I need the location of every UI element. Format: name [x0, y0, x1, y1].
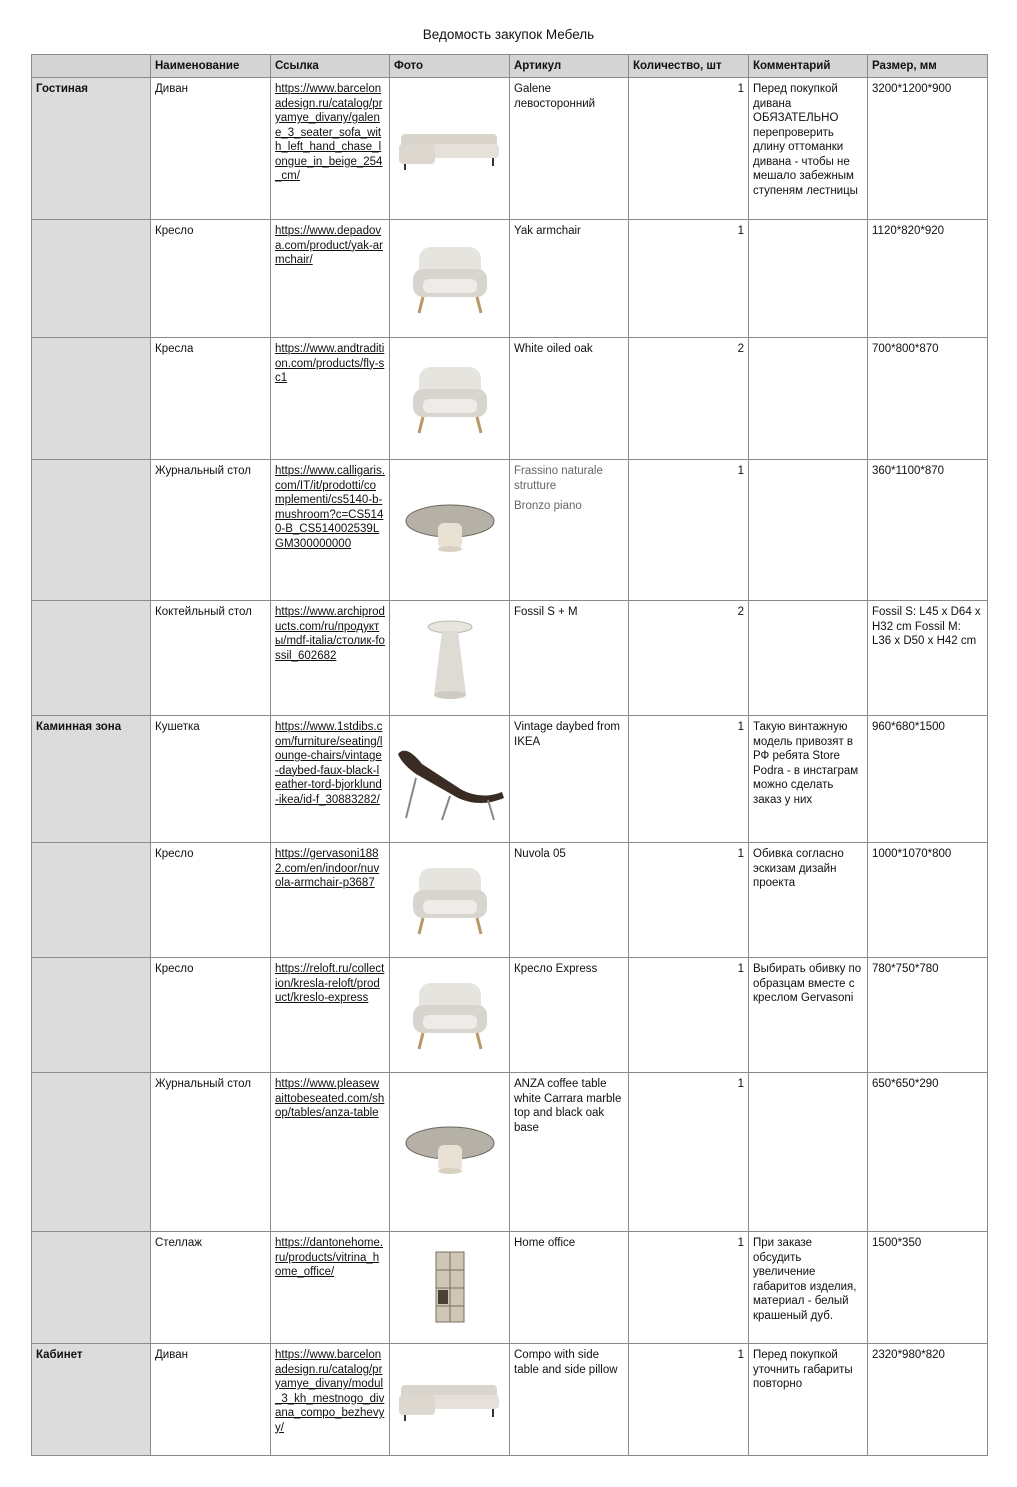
article-text: Galene левосторонний: [514, 83, 596, 110]
photo-cell: [390, 220, 510, 338]
comment-cell: Выбирать обивку по образцам вместе с креслом Gervasoni: [749, 958, 868, 1073]
section-cell: Каминная зона: [32, 716, 151, 843]
link-cell: [271, 1344, 390, 1456]
article-cell: [510, 220, 629, 338]
link-cell: [271, 78, 390, 220]
table-row: [32, 716, 988, 843]
name-cell: Диван: [151, 78, 271, 220]
qty-cell: 1: [629, 1344, 749, 1456]
qty-cell: 1: [629, 1073, 749, 1232]
photo-cell: [390, 1344, 510, 1456]
qty-cell: 1: [629, 843, 749, 958]
link-cell: [271, 460, 390, 601]
article-cell: [510, 1232, 629, 1344]
article-text: Home office: [514, 1237, 576, 1249]
article-cell: [510, 1073, 629, 1232]
daybed-photo: [390, 734, 509, 824]
article-text: Compo with side table and side pillow: [514, 1349, 618, 1376]
size-cell: 960*680*1500: [868, 716, 988, 843]
table-row: [32, 601, 988, 716]
qty-cell: 1: [629, 220, 749, 338]
product-link[interactable]: https://www.pleasewaittobeseated.com/shop/tables/anza-table: [275, 1078, 385, 1119]
article-text: ANZA coffee table white Carrara marble top and black oak base: [514, 1078, 622, 1134]
comment-cell: Такую винтажную модель привозят в РФ ребята Store Podra - в инстаграм можно сделать заказ у них: [749, 716, 868, 843]
article-text: White oiled oak: [514, 343, 593, 355]
photo-cell: [390, 460, 510, 601]
link-cell: [271, 958, 390, 1073]
link-cell: [271, 220, 390, 338]
link-cell: [271, 843, 390, 958]
qty-cell: 1: [629, 958, 749, 1073]
comment-cell: Перед покупкой уточнить габариты повторно: [749, 1344, 868, 1456]
product-link[interactable]: https://www.andtradition.com/products/fly-sc1: [275, 343, 385, 384]
link-cell: [271, 338, 390, 460]
sofa-photo: [390, 126, 509, 172]
link-cell: [271, 601, 390, 716]
name-cell: Кушетка: [151, 716, 271, 843]
photo-cell: [390, 958, 510, 1073]
section-cell: Кабинет: [32, 1344, 151, 1456]
photo-cell: [390, 843, 510, 958]
section-cell: [32, 1073, 151, 1232]
product-link[interactable]: https://www.calligaris.com/IT/it/prodotti/complementi/cs5140-b-mushroom?c=CS5140-B_CS514002539LGM300000000: [275, 465, 385, 550]
article-text: Кресло Express: [514, 963, 598, 975]
header-comment: Комментарий: [749, 55, 868, 78]
comment-cell: Обивка согласно эскизам дизайн проекта: [749, 843, 868, 958]
name-cell: Кресла: [151, 338, 271, 460]
section-cell: [32, 1232, 151, 1344]
qty-cell: 1: [629, 716, 749, 843]
section-cell: [32, 220, 151, 338]
header-section: [32, 55, 151, 78]
size-cell: 780*750*780: [868, 958, 988, 1073]
article-cell: [510, 601, 629, 716]
header-photo: Фото: [390, 55, 510, 78]
header-link: Ссылка: [271, 55, 390, 78]
name-cell: Диван: [151, 1344, 271, 1456]
photo-cell: [390, 1073, 510, 1232]
photo-cell: [390, 78, 510, 220]
article-cell: [510, 716, 629, 843]
qty-cell: 1: [629, 460, 749, 601]
table-row: [32, 843, 988, 958]
armchair-photo: [390, 359, 509, 439]
section-cell: [32, 338, 151, 460]
coffee-table-photo: [390, 495, 509, 565]
article-text: Nuvola 05: [514, 848, 566, 860]
section-cell: Гостиная: [32, 78, 151, 220]
article-cell: [510, 460, 629, 601]
document-title: Ведомость закупок Мебель: [422, 27, 595, 42]
comment-cell: Перед покупкой дивана ОБЯЗАТЕЛЬНО перепроверить длину оттоманки дивана - чтобы не мешало забежным ступеням лестницы: [749, 78, 868, 220]
header-article: Артикул: [510, 55, 629, 78]
qty-cell: 1: [629, 78, 749, 220]
comment-cell: [749, 220, 868, 338]
product-link[interactable]: https://www.1stdibs.com/furniture/seating/lounge-chairs/vintage-daybed-faux-black-leather-tord-bjorklund-ikea/id-f_30883282/: [275, 721, 383, 806]
armchair-photo: [390, 239, 509, 319]
table-row: [32, 220, 988, 338]
table-row: [32, 1232, 988, 1344]
armchair-photo: [390, 860, 509, 940]
photo-cell: [390, 338, 510, 460]
product-link[interactable]: https://www.depadova.com/product/yak-armchair/: [275, 225, 384, 266]
header-name: Наименование: [151, 55, 271, 78]
article-text: Yak armchair: [514, 225, 581, 237]
name-cell: Кресло: [151, 220, 271, 338]
table-row: [32, 1344, 988, 1456]
comment-cell: [749, 460, 868, 601]
size-cell: Fossil S: L45 x D64 x H32 cm Fossil M: L36 x D50 x H42 cm: [868, 601, 988, 716]
size-cell: 3200*1200*900: [868, 78, 988, 220]
article-cell: [510, 338, 629, 460]
name-cell: Стеллаж: [151, 1232, 271, 1344]
article-text: Fossil S + M: [514, 606, 578, 618]
name-cell: Кресло: [151, 958, 271, 1073]
product-link[interactable]: https://www.archiproducts.com/ru/продукты/mdf-italia/столик-fossil_602682: [275, 606, 385, 662]
comment-cell: [749, 601, 868, 716]
photo-cell: [390, 716, 510, 843]
size-cell: 1120*820*920: [868, 220, 988, 338]
product-link[interactable]: https://dantonehome.ru/products/vitrina_home_office/: [275, 1237, 384, 1278]
article-text-secondary: Bronzo piano: [514, 500, 582, 512]
armchair-photo: [390, 975, 509, 1055]
sofa-photo: [390, 1377, 509, 1423]
article-cell: [510, 78, 629, 220]
size-cell: 650*650*290: [868, 1073, 988, 1232]
comment-cell: [749, 1073, 868, 1232]
qty-cell: 2: [629, 601, 749, 716]
product-link[interactable]: https://www.barcelonadesign.ru/catalog/pryamye_divany/galene_3_seater_sofa_with_left_hand_chase_longue_in_beige_254_cm/: [275, 83, 383, 182]
link-cell: [271, 1073, 390, 1232]
shelf-photo: [390, 1248, 509, 1328]
article-text: Frassino naturale strutture: [514, 465, 603, 492]
table-row: [32, 460, 988, 601]
product-link[interactable]: https://www.barcelonadesign.ru/catalog/pryamye_divany/modul_3_kh_mestnogo_divana_compo_bezhevyy/: [275, 1349, 385, 1434]
name-cell: Журнальный стол: [151, 1073, 271, 1232]
table-row: [32, 958, 988, 1073]
section-cell: [32, 958, 151, 1073]
section-cell: [32, 601, 151, 716]
comment-cell: При заказе обсудить увеличение габаритов изделия, материал - белый крашеный дуб.: [749, 1232, 868, 1344]
coffee-table-photo: [390, 1117, 509, 1187]
link-cell: [271, 716, 390, 843]
header-size: Размер, мм: [868, 55, 988, 78]
header-qty: Количество, шт: [629, 55, 749, 78]
name-cell: Кресло: [151, 843, 271, 958]
table-row: [32, 338, 988, 460]
table-row: [32, 1073, 988, 1232]
product-link[interactable]: https://reloft.ru/collection/kresla-reloft/product/kreslo-express: [275, 963, 385, 1004]
size-cell: 1000*1070*800: [868, 843, 988, 958]
photo-cell: [390, 601, 510, 716]
size-cell: 700*800*870: [868, 338, 988, 460]
product-link[interactable]: https://gervasoni1882.com/en/indoor/nuvola-armchair-p3687: [275, 848, 380, 889]
name-cell: Журнальный стол: [151, 460, 271, 601]
article-cell: [510, 1344, 629, 1456]
qty-cell: 1: [629, 1232, 749, 1344]
article-text: Vintage daybed from IKEA: [514, 721, 620, 748]
photo-cell: [390, 1232, 510, 1344]
qty-cell: 2: [629, 338, 749, 460]
section-cell: [32, 843, 151, 958]
article-cell: [510, 958, 629, 1073]
link-cell: [271, 1232, 390, 1344]
size-cell: 1500*350: [868, 1232, 988, 1344]
name-cell: Коктейльный стол: [151, 601, 271, 716]
size-cell: 2320*980*820: [868, 1344, 988, 1456]
side-table-photo: [390, 613, 509, 703]
article-cell: [510, 843, 629, 958]
comment-cell: [749, 338, 868, 460]
table-row: [32, 78, 988, 220]
size-cell: 360*1100*870: [868, 460, 988, 601]
header-row: [32, 55, 988, 78]
purchase-table: [31, 54, 988, 1456]
section-cell: [32, 460, 151, 601]
